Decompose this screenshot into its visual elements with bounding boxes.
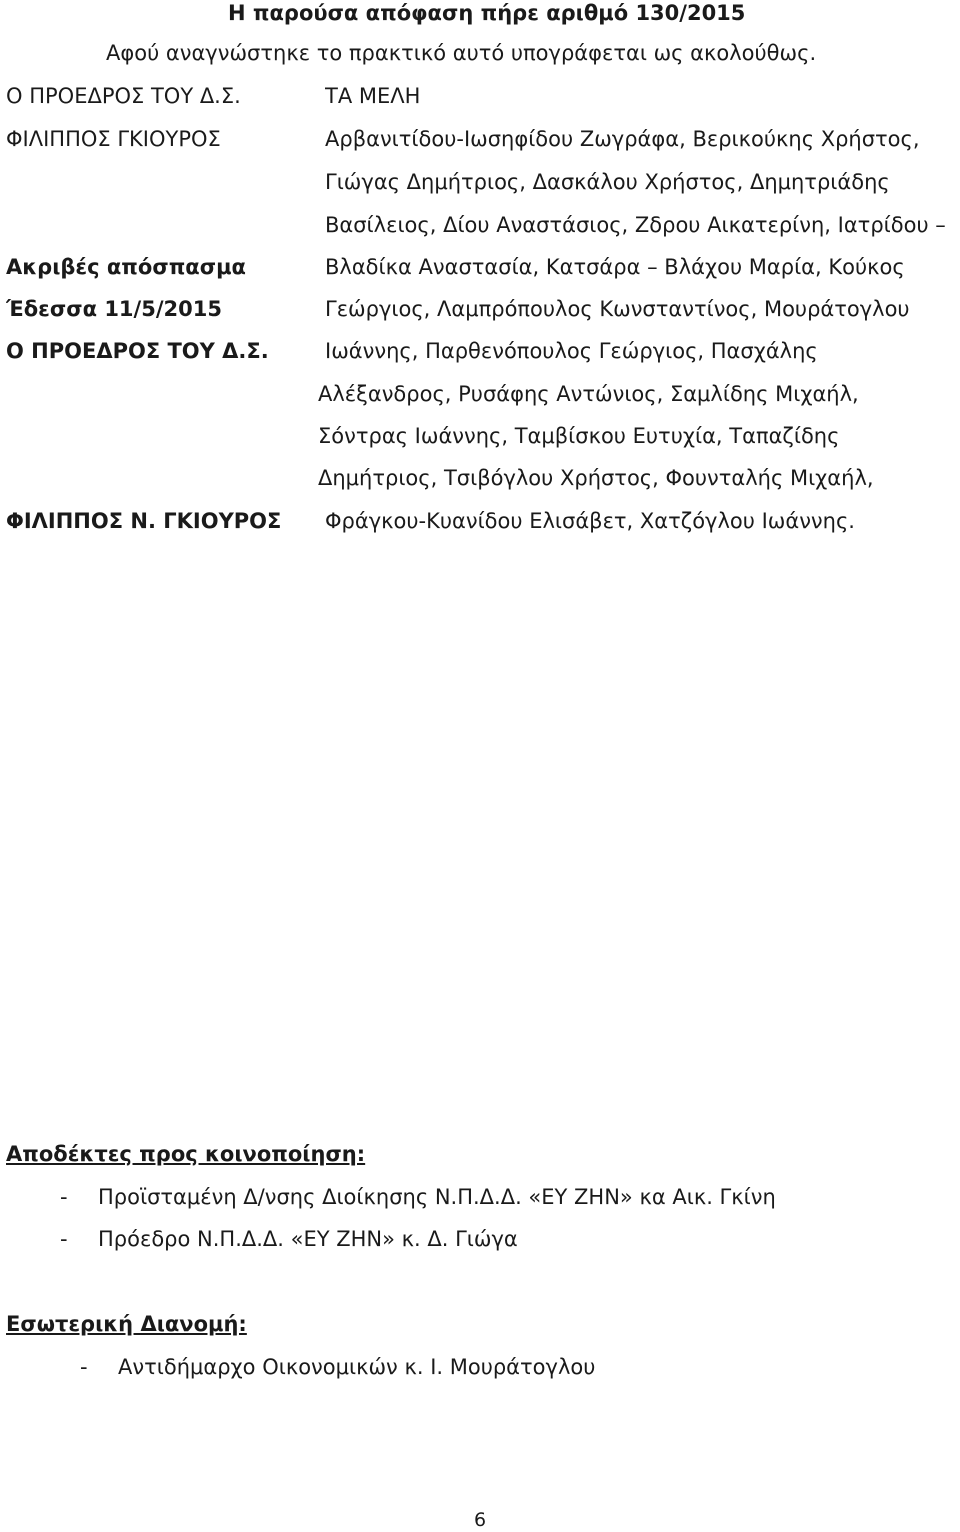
members-line: Βασίλειος, Δίου Αναστάσιος, Ζδρου Αικατερίνη, Ιατρίδου – xyxy=(325,213,946,237)
members-line: Φράγκου-Κυανίδου Ελισάβετ, Χατζόγλου Ιωάννης. xyxy=(325,509,855,533)
members-line: Σόντρας Ιωάννης, Ταμβίσκου Ευτυχία, Ταπαζίδης xyxy=(318,424,840,448)
extract-place-date: Έδεσσα 11/5/2015 xyxy=(6,297,222,321)
president-name: ΦΙΛΙΠΠΟΣ ΓΚΙΟΥΡΟΣ xyxy=(6,127,221,151)
recipient-item: Πρόεδρο Ν.Π.Δ.Δ. «ΕΥ ΖΗΝ» κ. Δ. Γιώγα xyxy=(98,1227,518,1251)
members-line: Ιωάννης, Παρθενόπουλος Γεώργιος, Πασχάλης xyxy=(325,339,818,363)
page-number: 6 xyxy=(473,1509,487,1531)
decision-number: Η παρούσα απόφαση πήρε αριθμό 130/2015 xyxy=(228,1,746,25)
members-line: Δημήτριος, Τσιβόγλου Χρήστος, Φουνταλής Μιχαήλ, xyxy=(318,466,874,490)
president-title: Ο ΠΡΟΕΔΡΟΣ ΤΟΥ Δ.Σ. xyxy=(6,84,241,108)
internal-title: Εσωτερική Διανομή: xyxy=(6,1312,247,1336)
list-dash: - xyxy=(80,1355,88,1379)
extract-label: Ακριβές απόσπασμα xyxy=(6,255,246,279)
members-line: Αρβανιτίδου-Ιωσηφίδου Ζωγράφα, Βερικούκης Χρήστος, xyxy=(325,127,920,151)
members-line: Βλαδίκα Αναστασία, Κατσάρα – Βλάχου Μαρία, Κούκος xyxy=(325,255,905,279)
internal-item: Αντιδήμαρχο Οικονομικών κ. Ι. Μουράτογλου xyxy=(118,1355,596,1379)
members-title: ΤΑ ΜΕΛΗ xyxy=(325,84,421,108)
signoff-text: Αφού αναγνώστηκε το πρακτικό αυτό υπογράφεται ως ακολούθως. xyxy=(106,41,817,65)
extract-president-title: Ο ΠΡΟΕΔΡΟΣ ΤΟΥ Δ.Σ. xyxy=(6,339,269,363)
members-line: Γιώγας Δημήτριος, Δασκάλου Χρήστος, Δημητριάδης xyxy=(325,170,890,194)
list-dash: - xyxy=(60,1227,68,1251)
recipients-title: Αποδέκτες προς κοινοποίηση: xyxy=(6,1142,366,1166)
recipient-item: Προϊσταμένη Δ/νσης Διοίκησης Ν.Π.Δ.Δ. «ΕΥ ΖΗΝ» κα Αικ. Γκίνη xyxy=(98,1185,776,1209)
members-line: Αλέξανδρος, Ρυσάφης Αντώνιος, Σαμλίδης Μιχαήλ, xyxy=(318,382,859,406)
members-line: Γεώργιος, Λαμπρόπουλος Κωνσταντίνος, Μουράτογλου xyxy=(325,297,910,321)
extract-president-name: ΦΙΛΙΠΠΟΣ Ν. ΓΚΙΟΥΡΟΣ xyxy=(6,509,282,533)
list-dash: - xyxy=(60,1185,68,1209)
